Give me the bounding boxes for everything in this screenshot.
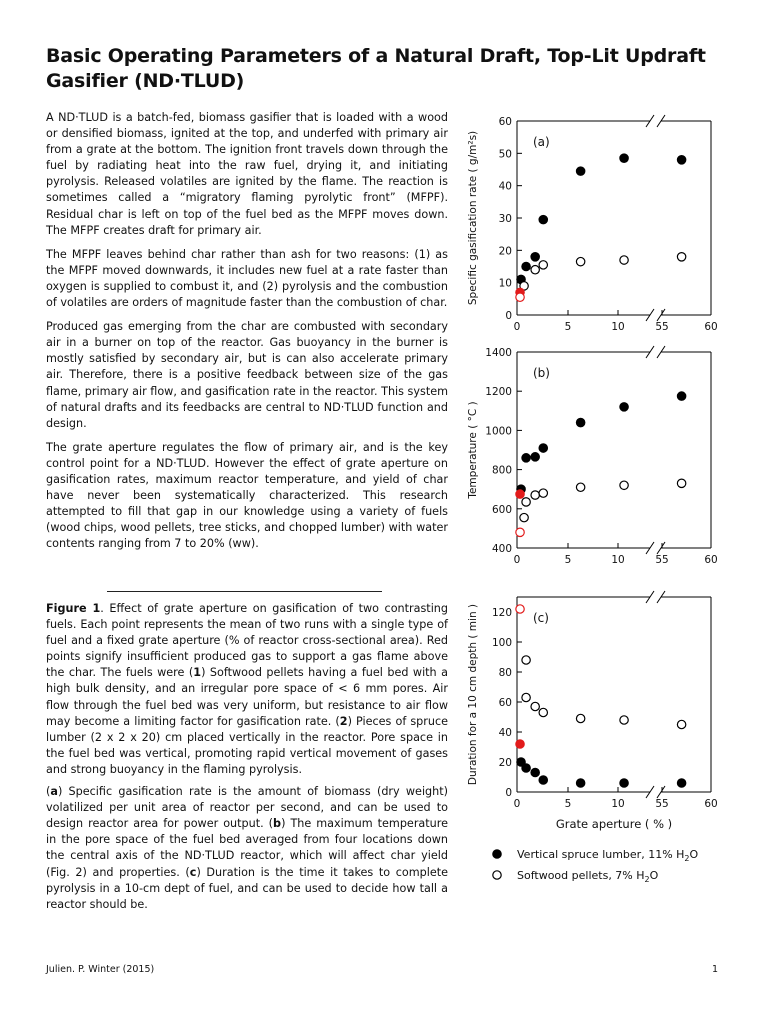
legend-label-text: Softwood pellets, 7% H xyxy=(517,869,645,882)
panel-label: (c) xyxy=(533,611,549,625)
y-tick-label: 10 xyxy=(498,277,512,290)
data-point-pellets xyxy=(576,257,584,265)
x-tick-label: 60 xyxy=(704,321,718,333)
footer-page-number: 1 xyxy=(712,964,719,975)
x-tick-label: 5 xyxy=(564,798,572,810)
data-point-spruce xyxy=(677,392,685,400)
paragraph-3: Produced gas emerging from the char are combusted with secondary air in a burner on top of the reactor. Gas buoyancy in the burner is mostly satisfied by secondary air, but is can also accelerate primary air. Therefore, there is a positive feedback between size of the gas flame, primary air flow, and gasification rate in the reactor. This system of natural drafts and its feedbacks are central to ND·TLUD function and design. xyxy=(46,320,448,430)
data-point-pellets xyxy=(620,481,628,489)
data-point-spruce xyxy=(531,768,539,776)
y-tick-label: 60 xyxy=(498,116,512,128)
data-point-red-pellets xyxy=(516,605,524,613)
data-point-pellets xyxy=(522,656,530,664)
data-point-pellets xyxy=(620,716,628,724)
data-point-pellets xyxy=(522,693,530,701)
data-point-spruce xyxy=(677,779,685,787)
data-point-spruce xyxy=(576,167,584,175)
y-tick-label: 1400 xyxy=(485,347,512,359)
data-point-red-spruce xyxy=(516,490,524,498)
x-tick-label: 10 xyxy=(611,321,625,333)
y-tick-label: 50 xyxy=(498,148,512,161)
y-tick-label: 400 xyxy=(491,543,512,555)
legend-marker-spruce xyxy=(493,850,501,858)
data-point-pellets xyxy=(539,489,547,497)
data-point-pellets xyxy=(522,498,530,506)
data-point-spruce xyxy=(522,764,530,772)
panel-label: (a) xyxy=(533,135,550,149)
y-axis-title: Duration for a 10 cm depth ( min ) xyxy=(467,603,479,786)
data-point-pellets xyxy=(620,256,628,264)
caption-text-1: . Effect of grate aperture on gasification of two contrasting fuels. Each point represents the mean of two runs with a single type of fuel and a fixed grate aperture (% of reactor cross-sectional area). Red points signify insufficient produced gas to support a gas flame above the char. The fuels were ( xyxy=(46,602,448,680)
legend-label xyxy=(517,869,659,884)
legend-label-text: Vertical spruce lumber, 11% H xyxy=(517,848,685,861)
paper-title: Basic Operating Parameters of a Natural Draft, Top-Lit Updraft Gasifier (ND·TLUD) xyxy=(46,45,706,92)
caption-panel-b: b xyxy=(273,817,282,831)
legend-label-tail: O xyxy=(689,848,699,861)
y-tick-label: 0 xyxy=(505,310,512,322)
x-tick-label: 10 xyxy=(611,554,625,566)
data-point-red-pellets xyxy=(516,528,524,536)
caption-paragraph-2: (a) Specific gasification rate is the amount of biomass (dry weight) volatilized per unit area of reactor per second, and can be used to design reactor area for power output. (b) The maximum temperature in the pore space of the fuel bed averaged from four locations down the central axis of the ND·TLUD reactor, which will affect char yield (Fig. 2) and properties. (c) Duration is the time it takes to complete pyrolysis in a 10-cm dept of fuel, and can be used to decide how tall a reactor should be. xyxy=(46,785,448,911)
y-tick-label: 120 xyxy=(491,607,512,619)
y-tick-label: 600 xyxy=(491,503,512,516)
data-point-spruce xyxy=(620,779,628,787)
data-point-pellets xyxy=(520,513,528,521)
caption-panel-c: c xyxy=(189,865,197,879)
y-tick-label: 30 xyxy=(498,213,512,225)
x-tick-label: 0 xyxy=(513,321,521,333)
caption-fuel-number-2: 2 xyxy=(339,714,348,728)
caption-text-c: ) Duration is the time it takes to complete pyrolysis in a 10-cm dept of fuel, and can be used to decide how tall a reactor should be. xyxy=(46,865,448,911)
x-tick-label: 55 xyxy=(655,554,669,566)
y-axis-title: Temperature ( °C ) xyxy=(467,401,479,499)
y-tick-label: 40 xyxy=(498,180,512,193)
y-axis-title: Specific gasification rate ( g/m²s) xyxy=(467,130,479,306)
caption-text-2: ) Softwood pellets having a fuel bed with a high bulk density, and an irregular pore space of < 6 mm pores. Air flow through the fuel bed was very uniform, but resistance to air flow may become a limiting factor for gasification rate. ( xyxy=(46,666,448,728)
x-axis-title: Grate aperture ( % ) xyxy=(555,817,673,831)
data-point-spruce xyxy=(677,156,685,164)
data-point-spruce xyxy=(539,444,547,452)
x-tick-label: 60 xyxy=(704,798,718,810)
x-tick-label: 10 xyxy=(611,798,625,810)
legend-label-subscript: 2 xyxy=(644,875,650,884)
y-tick-label: 40 xyxy=(498,727,512,739)
paragraph-4: The grate aperture regulates the flow of primary air, and is the key control point for a ND·TLUD. However the effect of grate aperture on gasification rates, maximum reactor temperature, and yield of char have never been systematically characterized. This research attempted to fill that gap in our knowledge using a variety of fuels (wood chips, wood pellets, tree sticks, and chopped lumber) with water contents ranging from 7 to 20% (ww). xyxy=(46,440,448,551)
data-point-pellets xyxy=(539,261,547,269)
x-tick-label: 55 xyxy=(655,798,669,810)
y-tick-label: 100 xyxy=(491,637,512,649)
x-tick-label: 0 xyxy=(513,798,521,810)
x-tick-label: 5 xyxy=(564,321,572,333)
data-point-pellets xyxy=(677,720,685,728)
caption-text-b: ) The maximum temperature in the pore space of the fuel bed averaged from four locations down the central axis of the ND·TLUD reactor, which will affect char yield (Fig. 2) and properties. ( xyxy=(46,817,448,879)
data-point-pellets xyxy=(539,708,547,716)
x-tick-label: 5 xyxy=(564,554,572,566)
data-point-spruce xyxy=(531,253,539,261)
y-tick-label: 0 xyxy=(505,787,512,799)
y-tick-label: 20 xyxy=(498,245,512,258)
caption-panel-a: a xyxy=(50,785,58,799)
data-point-pellets xyxy=(531,491,539,499)
data-point-pellets xyxy=(677,253,685,261)
caption-text-3: ) Pieces of spruce lumber (2 x 2 x 20) cm placed vertically in the reactor. Pore space in the fuel bed was vertical, promoting rapid vertical movement of gases and strong buoyancy in the flaming pyrolysis. xyxy=(46,714,448,776)
y-tick-label: 1200 xyxy=(485,386,512,399)
paragraph-1: A ND·TLUD is a batch-fed, biomass gasifier that is loaded with a wood or densified biomass, ignited at the top, and underfed with primary air from a grate at the bottom. The ignition front travels down through the fuel by radiating heat into the raw fuel, drying it, and initiating pyrolysis. Released volatiles are ignited by the flame. The reaction is sometimes called a “migratory flaming pyrolytic front” (MFPF). Residual char is left on top of the fuel bed as the MFPF moves down. The MFPF creates draft for primary air. xyxy=(46,111,448,237)
data-point-spruce xyxy=(522,454,530,462)
legend-label-subscript: 2 xyxy=(684,854,690,863)
data-point-pellets xyxy=(531,266,539,274)
data-point-pellets xyxy=(531,702,539,710)
panel-label: (b) xyxy=(533,366,550,380)
data-point-spruce xyxy=(576,779,584,787)
legend-label-tail: O xyxy=(649,869,659,882)
y-tick-label: 1000 xyxy=(485,425,512,438)
y-tick-label: 20 xyxy=(498,757,512,769)
x-tick-label: 55 xyxy=(655,321,669,333)
y-tick-label: 60 xyxy=(498,697,512,709)
data-point-spruce xyxy=(620,154,628,162)
data-point-spruce xyxy=(539,215,547,223)
data-point-spruce xyxy=(531,453,539,461)
data-point-spruce xyxy=(620,403,628,411)
data-point-red-spruce xyxy=(516,740,524,748)
caption-text-a: ) Specific gasification rate is the amount of biomass (dry weight) volatilized per unit area of reactor per second, and can be used to design reactor area for power output. ( xyxy=(46,785,448,831)
data-point-pellets xyxy=(576,714,584,722)
legend-marker-pellets xyxy=(493,871,501,879)
caption-fuel-number-1: 1 xyxy=(193,666,202,680)
paragraph-2: The MFPF leaves behind char rather than ash for two reasons: (1) as the MFPF moved downwards, it includes new fuel at a rate faster than oxygen is supplied to combust it, and (2) pyrolysis and the combustion of volatiles are orders of magnitude faster than the combustion of char. xyxy=(46,247,448,310)
legend-label xyxy=(517,848,699,863)
x-tick-label: 0 xyxy=(513,554,521,566)
data-point-pellets xyxy=(576,483,584,491)
data-point-red-pellets xyxy=(516,293,524,301)
data-point-spruce xyxy=(522,262,530,270)
footer-author: Julien. P. Winter (2015) xyxy=(46,964,155,975)
data-point-spruce xyxy=(576,418,584,426)
caption-figure-label: Figure 1 xyxy=(46,602,101,615)
data-point-spruce xyxy=(539,776,547,784)
y-tick-label: 80 xyxy=(498,667,512,679)
y-tick-label: 800 xyxy=(491,464,512,477)
x-tick-label: 60 xyxy=(704,554,718,566)
data-point-pellets xyxy=(677,479,685,487)
